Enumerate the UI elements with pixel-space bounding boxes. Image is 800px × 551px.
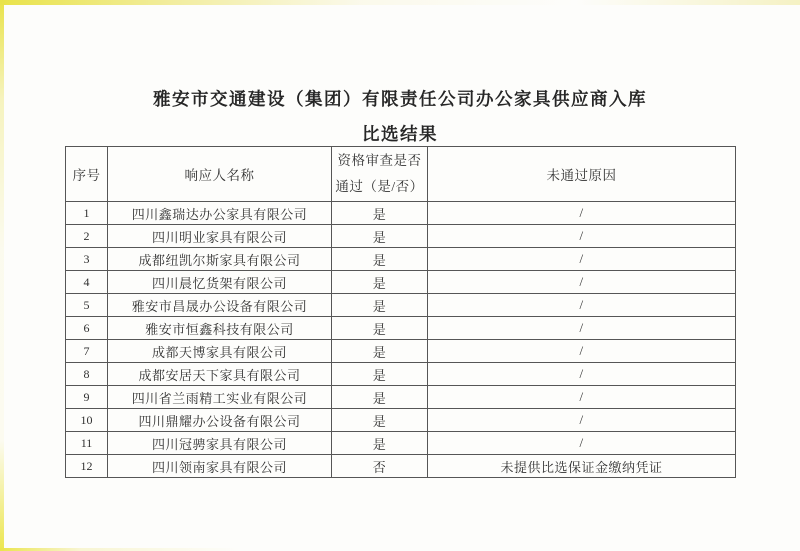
title-line-2: 比选结果 [362,124,438,144]
row-respondent-name: 成都天博家具有限公司 [108,340,332,363]
document-title [0,82,800,152]
row-passed-value: 是 [332,248,428,271]
row-index: 1 [66,202,108,225]
row-index: 11 [66,432,108,455]
qualification-result-table [65,146,736,478]
table-row [66,386,736,409]
row-passed-value: 是 [332,432,428,455]
table-body [66,202,736,478]
table-header-row [66,147,736,202]
row-passed-value: 否 [332,455,428,478]
row-index: 2 [66,225,108,248]
row-fail-reason: / [428,317,736,340]
row-index: 8 [66,363,108,386]
row-respondent-name: 雅安市昌晟办公设备有限公司 [108,294,332,317]
table-row [66,294,736,317]
table-row [66,317,736,340]
header-qualification-line-2: 通过（是/否） [335,179,424,194]
row-respondent-name: 成都纽凯尔斯家具有限公司 [108,248,332,271]
row-index: 12 [66,455,108,478]
row-fail-reason: / [428,225,736,248]
row-fail-reason: / [428,386,736,409]
header-qualification-review [332,147,428,202]
row-index: 3 [66,248,108,271]
row-fail-reason: / [428,248,736,271]
scan-edge-top [0,0,800,5]
row-respondent-name: 成都安居天下家具有限公司 [108,363,332,386]
table-row [66,340,736,363]
row-respondent-name: 四川明业家具有限公司 [108,225,332,248]
row-respondent-name: 四川冠骋家具有限公司 [108,432,332,455]
row-fail-reason: / [428,409,736,432]
row-passed-value: 是 [332,409,428,432]
row-passed-value: 是 [332,340,428,363]
header-qualification-line-1: 资格审查是否 [337,153,422,168]
row-respondent-name: 雅安市恒鑫科技有限公司 [108,317,332,340]
row-index: 6 [66,317,108,340]
row-respondent-name: 四川省兰雨精工实业有限公司 [108,386,332,409]
table-row [66,432,736,455]
row-index: 10 [66,409,108,432]
row-respondent-name: 四川晨忆货架有限公司 [108,271,332,294]
row-index: 4 [66,271,108,294]
row-passed-value: 是 [332,363,428,386]
row-index: 5 [66,294,108,317]
row-fail-reason: 未提供比选保证金缴纳凭证 [428,455,736,478]
row-fail-reason: / [428,432,736,455]
header-fail-reason: 未通过原因 [428,147,736,202]
title-line-1: 雅安市交通建设（集团）有限责任公司办公家具供应商入库 [153,89,647,109]
row-respondent-name: 四川鼎耀办公设备有限公司 [108,409,332,432]
row-passed-value: 是 [332,386,428,409]
table-row [66,248,736,271]
table-row [66,271,736,294]
row-fail-reason: / [428,294,736,317]
row-passed-value: 是 [332,202,428,225]
row-passed-value: 是 [332,294,428,317]
header-index: 序号 [66,147,108,202]
row-fail-reason: / [428,363,736,386]
header-respondent-name: 响应人名称 [108,147,332,202]
row-passed-value: 是 [332,225,428,248]
row-fail-reason: / [428,340,736,363]
row-index: 7 [66,340,108,363]
table-row [66,225,736,248]
row-respondent-name: 四川鑫瑞达办公家具有限公司 [108,202,332,225]
row-passed-value: 是 [332,317,428,340]
row-passed-value: 是 [332,271,428,294]
row-respondent-name: 四川领南家具有限公司 [108,455,332,478]
row-index: 9 [66,386,108,409]
table-row [66,409,736,432]
row-fail-reason: / [428,202,736,225]
table-row [66,455,736,478]
table-row [66,363,736,386]
table-row [66,202,736,225]
row-fail-reason: / [428,271,736,294]
